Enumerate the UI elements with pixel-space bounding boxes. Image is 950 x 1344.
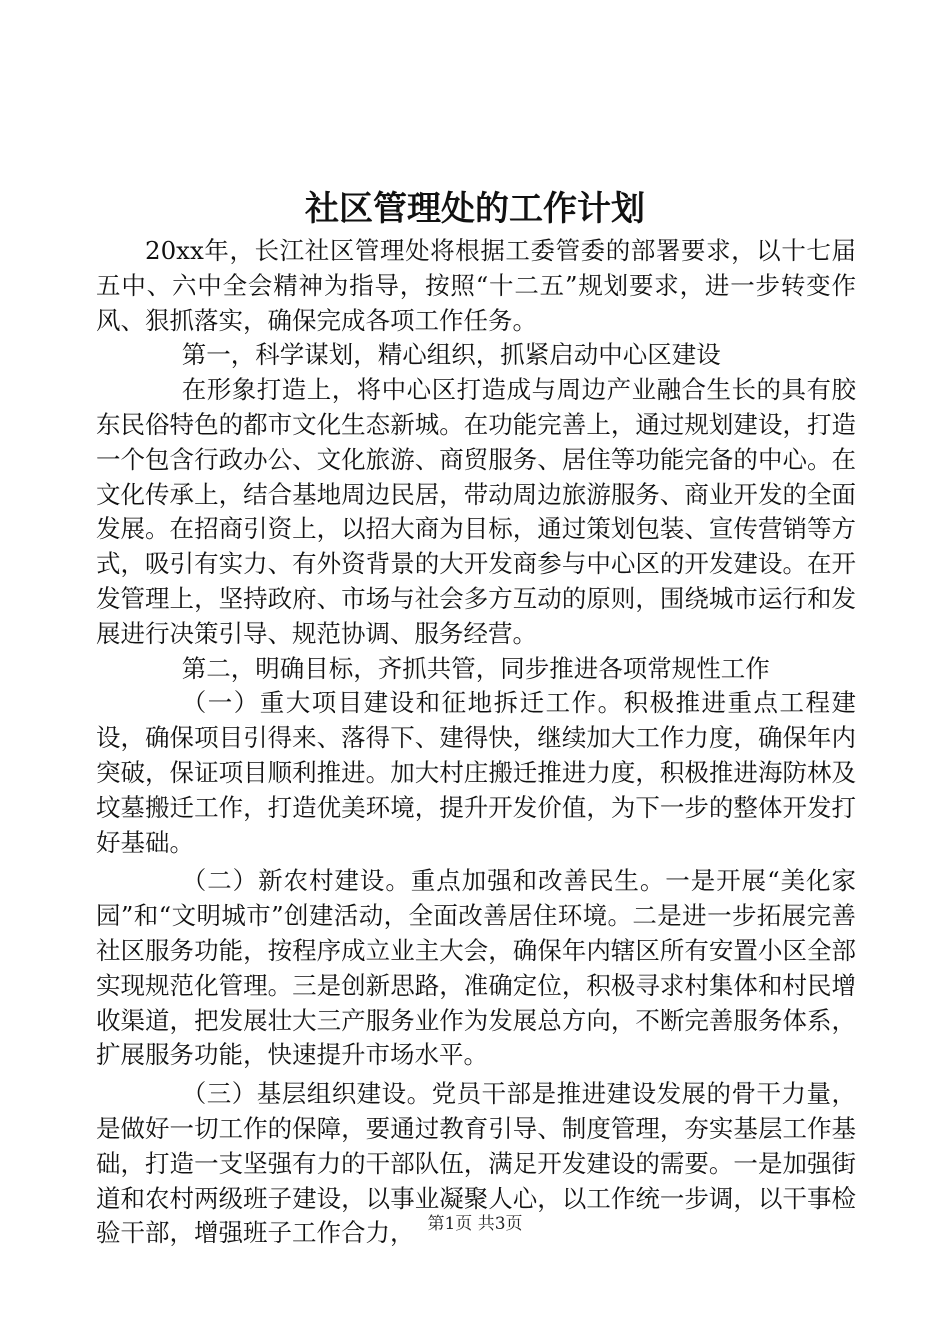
section-heading-1: 第一，科学谋划，精心组织，抓紧启动中心区建设: [181, 340, 721, 370]
document-body: [96, 234, 856, 1251]
paragraph-center-district: 在形象打造上，将中心区打造成与周边产业融合生长的具有胶东民俗特色的都市文化生态新城。在功能完善上，通过规划建设，打造一个包含行政办公、文化旅游、商贸服务、居住等功能完备的中心。在文化传承上，结合基地周边民居，带动周边旅游服务、商业开发的全面发展。在招商引资上，以招大商为目标，通过策划包装、宣传营销等方式，吸引有实力、有外资背景的大开发商参与中心区的开发建设。在开发管理上，坚持政府、市场与社会多方互动的原则，围绕城市运行和发展进行决策引导、规范协调、服务经营。: [96, 375, 856, 648]
paragraph-item-2: （二）新农村建设。重点加强和改善民生。一是开展“美化家园”和“文明城市”创建活动，全面改善居住环境。二是进一步拓展完善社区服务功能，按程序成立业主大会，确保年内辖区所有安置小区全部实现规范化管理。三是创新思路，准确定位，积极寻求村集体和村民增收渠道，把发展壮大三产服务业作为发展总方向，不断完善服务体系，扩展服务功能，快速提升市场水平。: [96, 866, 856, 1070]
section-heading-2: 第二，明确目标，齐抓共管，同步推进各项常规性工作: [181, 653, 770, 683]
paragraph-intro: 20xx年，长江社区管理处将根据工委管委的部署要求，以十七届五中、六中全会精神为指导，按照“十二五”规划要求，进一步转变作风、狠抓落实，确保完成各项工作任务。: [96, 236, 856, 335]
page-footer: 第1页 共3页: [427, 1214, 523, 1234]
paragraph-item-3: （三）基层组织建设。党员干部是推进建设发展的骨干力量，是做好一切工作的保障，要通过教育引导、制度管理，夯实基层工作基础，打造一支坚强有力的干部队伍，满足开发建设的需要。一是加强街道和农村两级班子建设，以事业凝聚人心，以工作统一步调，以干事检验干部，增强班子工作合力，: [96, 1079, 856, 1248]
paragraph-item-1: （一）重大项目建设和征地拆迁工作。积极推进重点工程建设，确保项目引得来、落得下、建得快，继续加大工作力度，确保年内突破，保证项目顺利推进。加大村庄搬迁推进力度，积极推进海防林及坟墓搬迁工作，打造优美环境，提升开发价值，为下一步的整体开发打好基础。: [96, 688, 856, 857]
document-title: 社区管理处的工作计划: [305, 189, 645, 229]
